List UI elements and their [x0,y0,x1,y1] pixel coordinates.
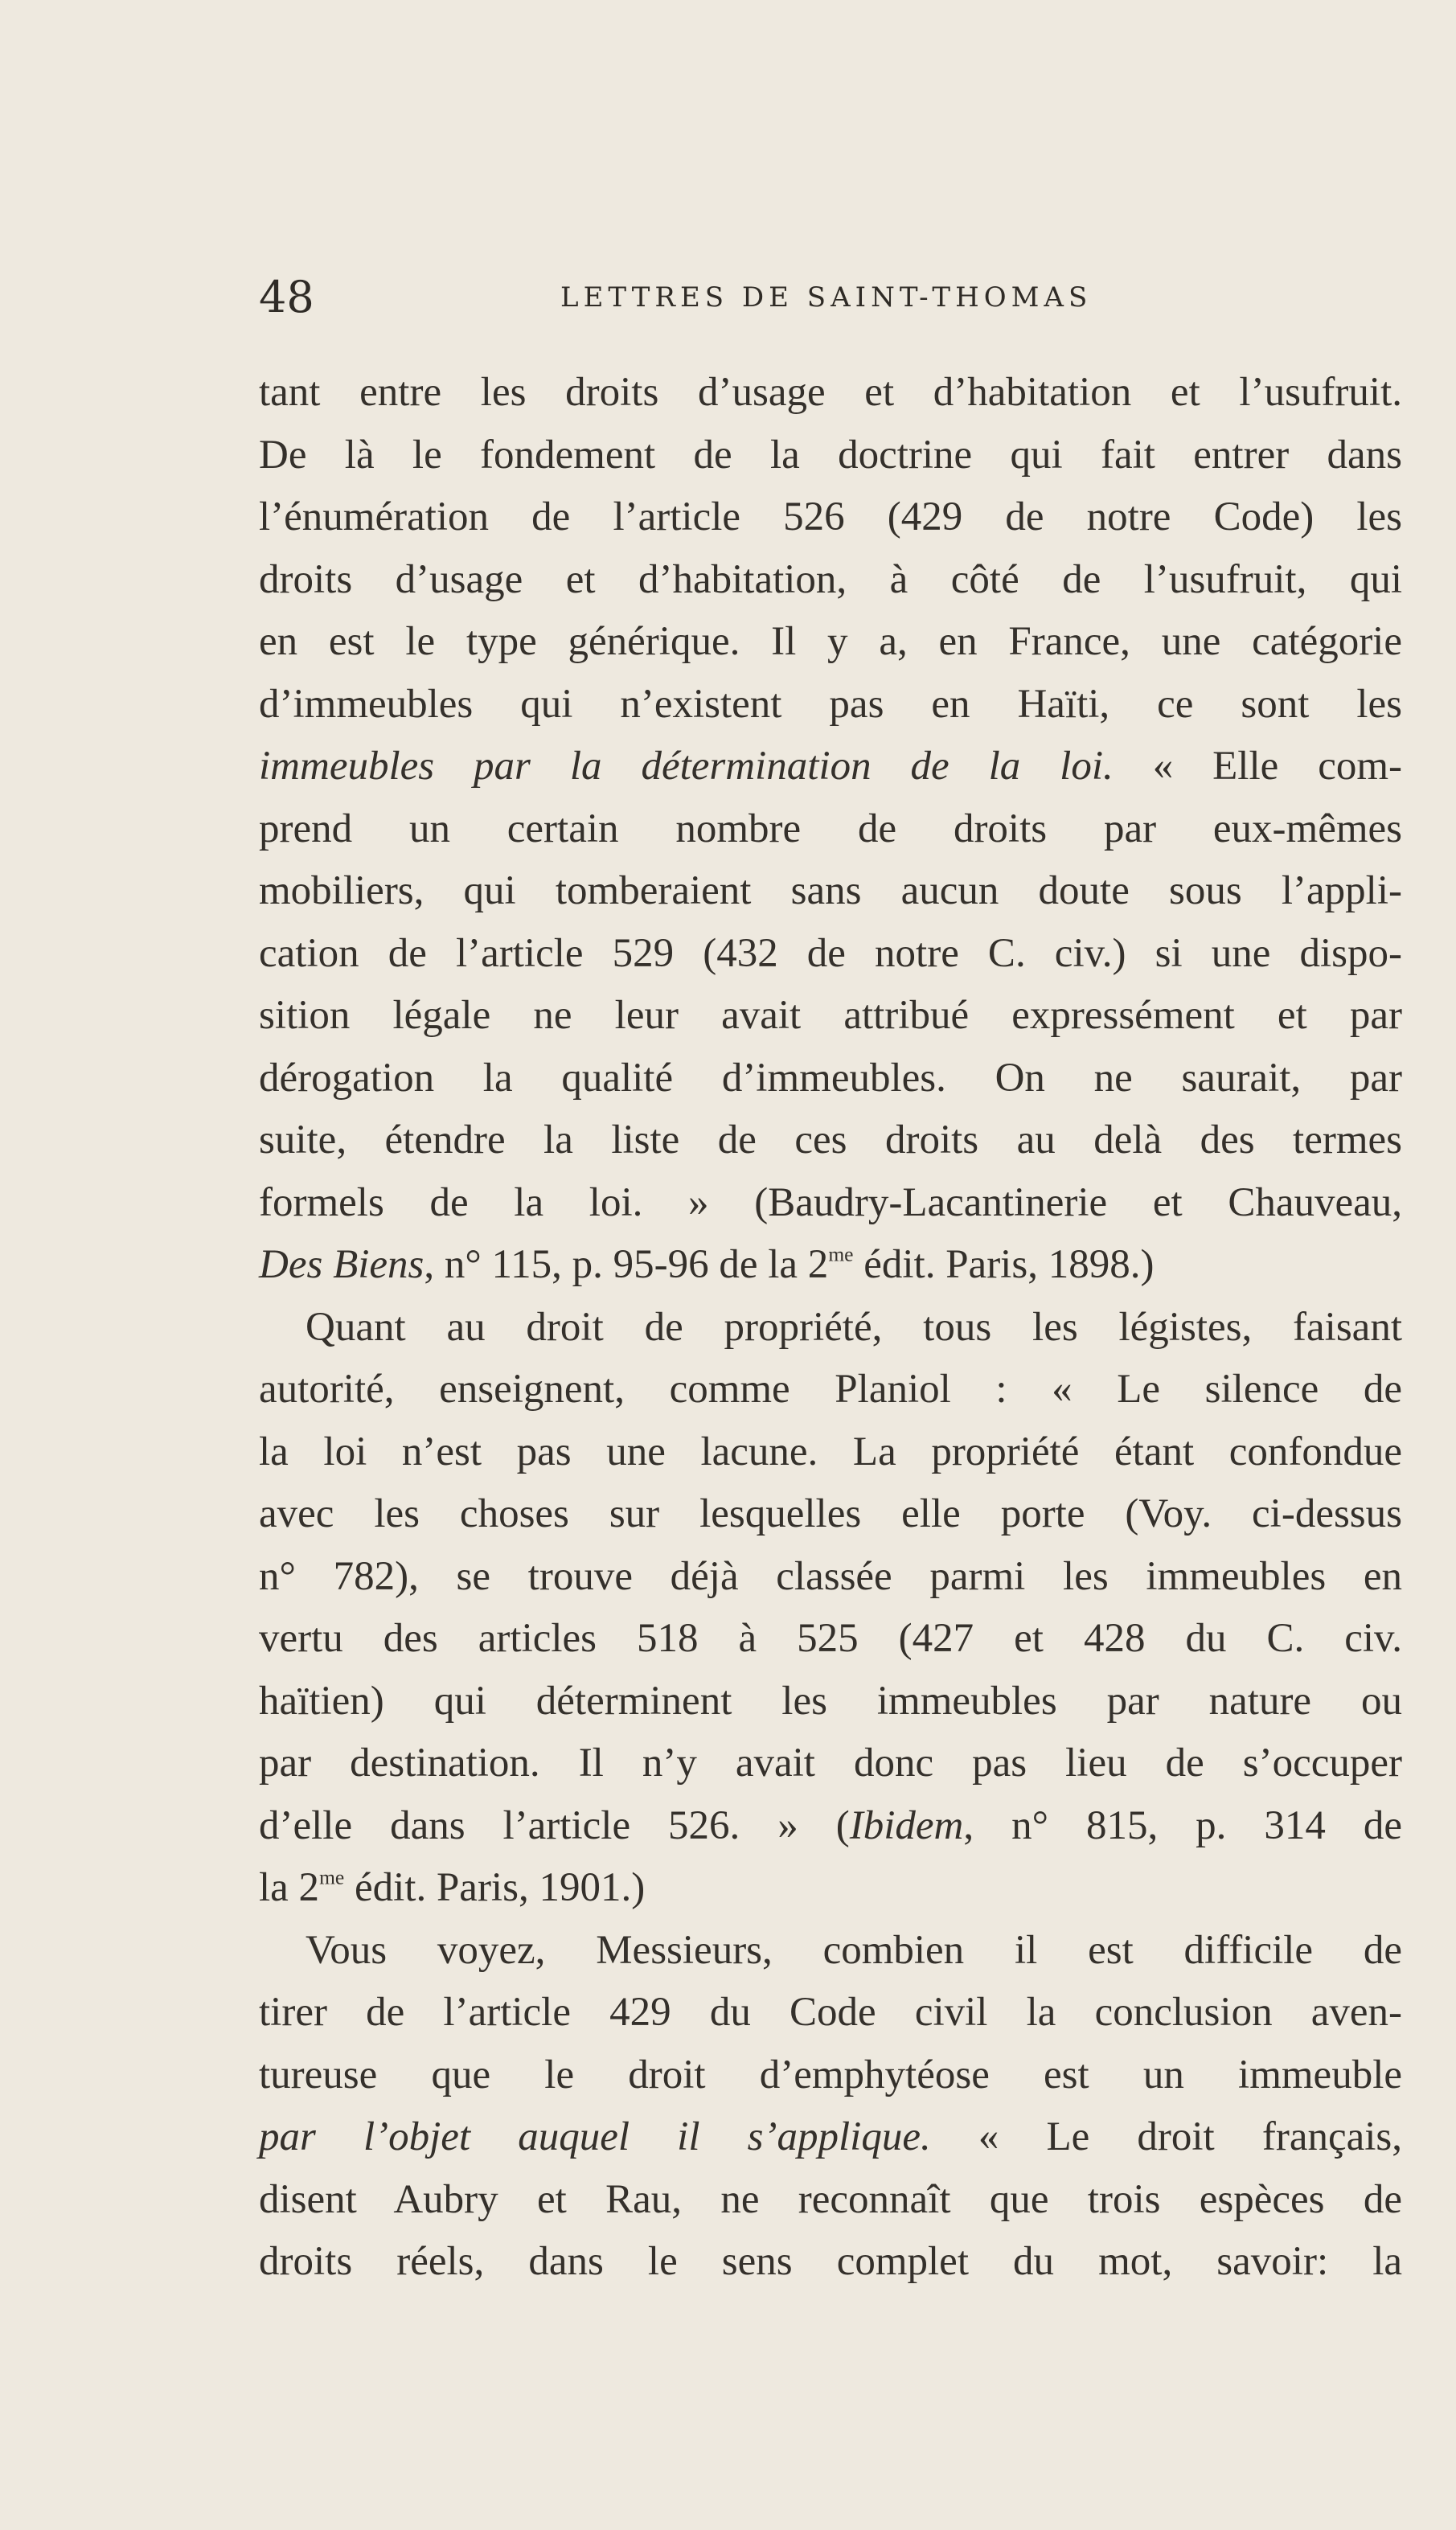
text-line [259,736,1402,798]
text-line: suite, étendre la liste de ces droits au delà des termes [259,1117,1402,1162]
text-line: Vous voyez, Messieurs, combien il est difficile de [306,1927,1402,1973]
text-span: « Elle com- [1152,744,1402,789]
body-text [259,362,1402,2294]
text-line: droits réels, dans le sens complet du mot, savoir: la [259,2239,1402,2284]
text-line: prend un certain nombre de droits par eux-mêmes [259,806,1402,851]
italic-reference: Ibidem [849,1802,964,1848]
text-line: dérogation la qualité d’immeubles. On ne saurait, par [259,1055,1402,1101]
text-line: avec les choses sur lesquelles elle porte (Voy. ci-dessus [259,1491,1402,1536]
superscript: me [828,1242,854,1266]
text-line: formels de la loi. » (Baudry-Lacantinerie et Chauveau, [259,1179,1402,1225]
text-line: la loi n’est pas une lacune. La propriété étant confondue [259,1429,1402,1474]
text-line [259,1234,1402,1297]
page-number: 48 [259,272,314,322]
text-line: l’énumération de l’article 526 (429 de notre Code) les [259,494,1402,539]
text-span: édit. Paris, 1898.) [853,1242,1155,1287]
italic-title: Des Biens [259,1242,424,1287]
text-span: , n° 115, p. 95-96 de la 2 [424,1242,829,1287]
text-line: disent Aubry et Rau, ne reconnaît que trois espèces de [259,2176,1402,2222]
text-line: haïtien) qui déterminent les immeubles par nature ou [259,1678,1402,1724]
text-line: sition légale ne leur avait attribué expressément et par [259,993,1402,1038]
italic-phrase: immeubles par la détermination de la loi. [259,744,1114,789]
text-line: n° 782), se trouve déjà classée parmi les immeubles en [259,1553,1402,1599]
running-title: LETTRES DE SAINT-THOMAS [560,281,1093,314]
text-line: tant entre les droits d’usage et d’habitation et l’usufruit. [259,370,1402,415]
text-span: édit. Paris, 1901.) [344,1865,646,1910]
text-line: tureuse que le droit d’emphytéose est un immeuble [259,2052,1402,2097]
text-line [259,1857,1402,1920]
text-line: tirer de l’article 429 du Code civil la conclusion aven- [259,1990,1402,2035]
text-span: « Le droit français, [978,2114,1402,2159]
page-header [259,273,1401,322]
text-line: par destination. Il n’y avait donc pas lieu de s’occuper [259,1741,1402,1786]
text-line: autorité, enseignent, comme Planiol : « Le silence de [259,1367,1402,1412]
text-line: Quant au droit de propriété, tous les légistes, faisant [306,1304,1402,1350]
text-line: en est le type générique. Il y a, en France, une catégorie [259,619,1402,664]
text-line: d’immeubles qui n’existent pas en Haïti, ce sont les [259,681,1402,727]
text-span: d’elle dans l’article 526. » ( [259,1802,850,1848]
text-line: mobiliers, qui tomberaient sans aucun doute sous l’appli- [259,868,1402,913]
text-line: De là le fondement de la doctrine qui fait entrer dans [259,432,1402,478]
text-line [259,1795,1402,1858]
text-span: , n° 815, p. 314 de [963,1802,1403,1848]
italic-phrase: par l’objet auquel il s’applique. [259,2114,931,2159]
text-line: droits d’usage et d’habitation, à côté de l’usufruit, qui [259,556,1402,602]
text-span: la 2 [259,1865,320,1910]
text-line: vertu des articles 518 à 525 (427 et 428 du C. civ. [259,1616,1402,1661]
text-line: cation de l’article 529 (432 de notre C. civ.) si une dispo- [259,930,1402,976]
superscript: me [319,1865,345,1889]
text-line [259,2106,1402,2169]
